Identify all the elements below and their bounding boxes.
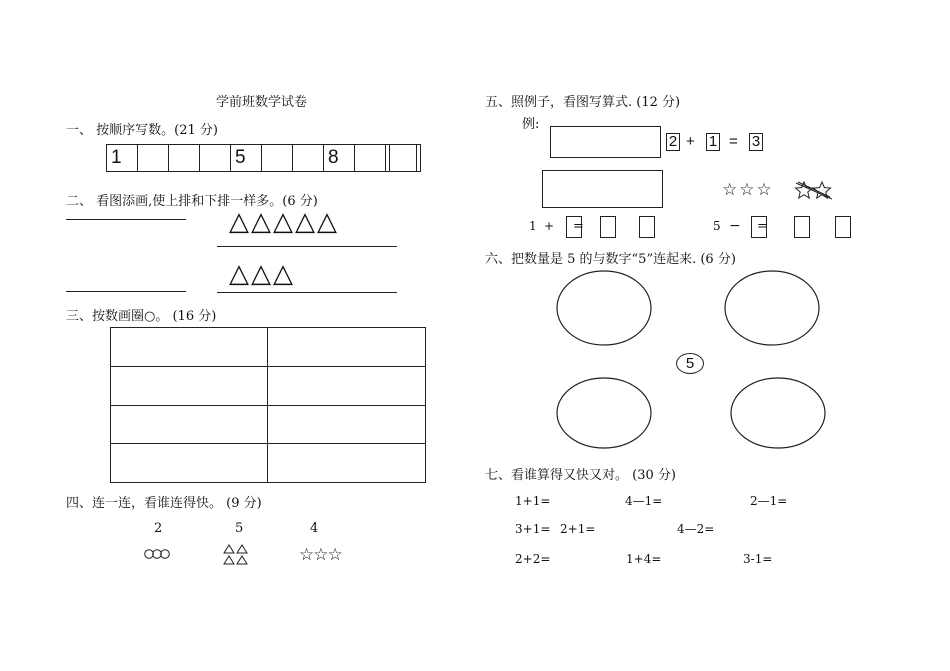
number-cell[interactable] xyxy=(199,144,231,172)
q4-label: 四、连一连，看谁连得快。 (9 分) xyxy=(66,496,262,511)
number-cell[interactable] xyxy=(168,144,200,172)
grid-line xyxy=(267,327,268,483)
math-item[interactable]: 4—1= xyxy=(625,494,663,508)
eq1-a: 1 xyxy=(529,219,537,233)
q4-number[interactable]: 4 xyxy=(310,521,319,536)
answer-box[interactable] xyxy=(600,216,616,238)
oval-top-right[interactable] xyxy=(725,271,819,345)
answer-line[interactable] xyxy=(66,219,186,220)
grid-line xyxy=(110,443,426,444)
triangles-icon[interactable] xyxy=(223,544,253,566)
number-cell[interactable]: 1 xyxy=(106,144,138,172)
q4-number[interactable]: 5 xyxy=(235,521,244,536)
q5-label: 五、照例子，看图写算式. (12 分) xyxy=(485,95,681,110)
answer-box[interactable] xyxy=(835,216,851,238)
stars-icon[interactable]: ☆☆☆ xyxy=(299,545,342,564)
oval-top-left[interactable] xyxy=(557,271,651,345)
q6-label: 六、把数量是 5 的与数字“5”连起来. (6 分) xyxy=(485,252,736,267)
eq1-op: + xyxy=(544,219,555,233)
eq2-eq: = xyxy=(757,219,768,234)
number-cell[interactable] xyxy=(389,144,421,172)
answer-line[interactable] xyxy=(66,291,186,292)
answer-box[interactable] xyxy=(794,216,810,238)
number-cell[interactable] xyxy=(137,144,169,172)
math-item[interactable]: 3+1= xyxy=(515,522,551,536)
circles-icon[interactable] xyxy=(144,547,170,561)
eq2-op: − xyxy=(729,218,741,234)
page-title: 学前班数学试卷 xyxy=(216,95,308,110)
stars-icon: ☆☆☆ xyxy=(722,180,774,199)
example-result: 3 xyxy=(749,133,763,151)
q7-label: 七、看谁算得又快又对。 (30 分) xyxy=(485,468,676,483)
number-five-circle[interactable]: 5 xyxy=(676,353,704,374)
oval-bottom-left[interactable] xyxy=(557,378,651,448)
example-b: 1 xyxy=(706,133,720,151)
eq1-eq: = xyxy=(573,219,584,234)
math-item[interactable]: 1+1= xyxy=(515,494,551,508)
eq2-a: 5 xyxy=(713,219,721,233)
number-cell[interactable]: 5 xyxy=(230,144,262,172)
grid-line xyxy=(110,405,426,406)
triangles-icon: △△△ xyxy=(229,258,295,288)
q1-label: 一、 按顺序写数。(21 分) xyxy=(66,123,218,138)
crossed-stars-icon xyxy=(794,180,834,200)
divider-line xyxy=(217,246,397,247)
math-item[interactable]: 1+4= xyxy=(626,552,662,566)
math-item[interactable]: 3-1= xyxy=(743,552,773,566)
grid-line xyxy=(110,366,426,367)
math-item[interactable]: 4—2= xyxy=(677,522,715,536)
number-cell[interactable] xyxy=(354,144,386,172)
math-item[interactable]: 2+1= xyxy=(560,522,596,536)
example-label: 例: xyxy=(522,117,540,132)
q3-label: 三、按数画圈○。 (16 分) xyxy=(66,309,217,324)
math-item[interactable]: 2+2= xyxy=(515,552,551,566)
math-item[interactable]: 2—1= xyxy=(750,494,788,508)
number-cell[interactable] xyxy=(292,144,324,172)
picture-box xyxy=(550,126,661,158)
triangles-icon: △△△△△ xyxy=(229,206,339,236)
number-cell[interactable]: 8 xyxy=(323,144,355,172)
example-op: + xyxy=(686,133,695,150)
q4-number[interactable]: 2 xyxy=(154,521,163,536)
example-eq: = xyxy=(729,133,738,150)
number-cell[interactable] xyxy=(261,144,293,172)
example-a: 2 xyxy=(666,133,680,151)
q2-label: 二、 看图添画,使上排和下排一样多。(6 分) xyxy=(66,194,318,209)
oval-bottom-right[interactable] xyxy=(731,378,825,448)
picture-box xyxy=(542,170,663,208)
answer-box[interactable] xyxy=(639,216,655,238)
divider-line xyxy=(217,292,397,293)
